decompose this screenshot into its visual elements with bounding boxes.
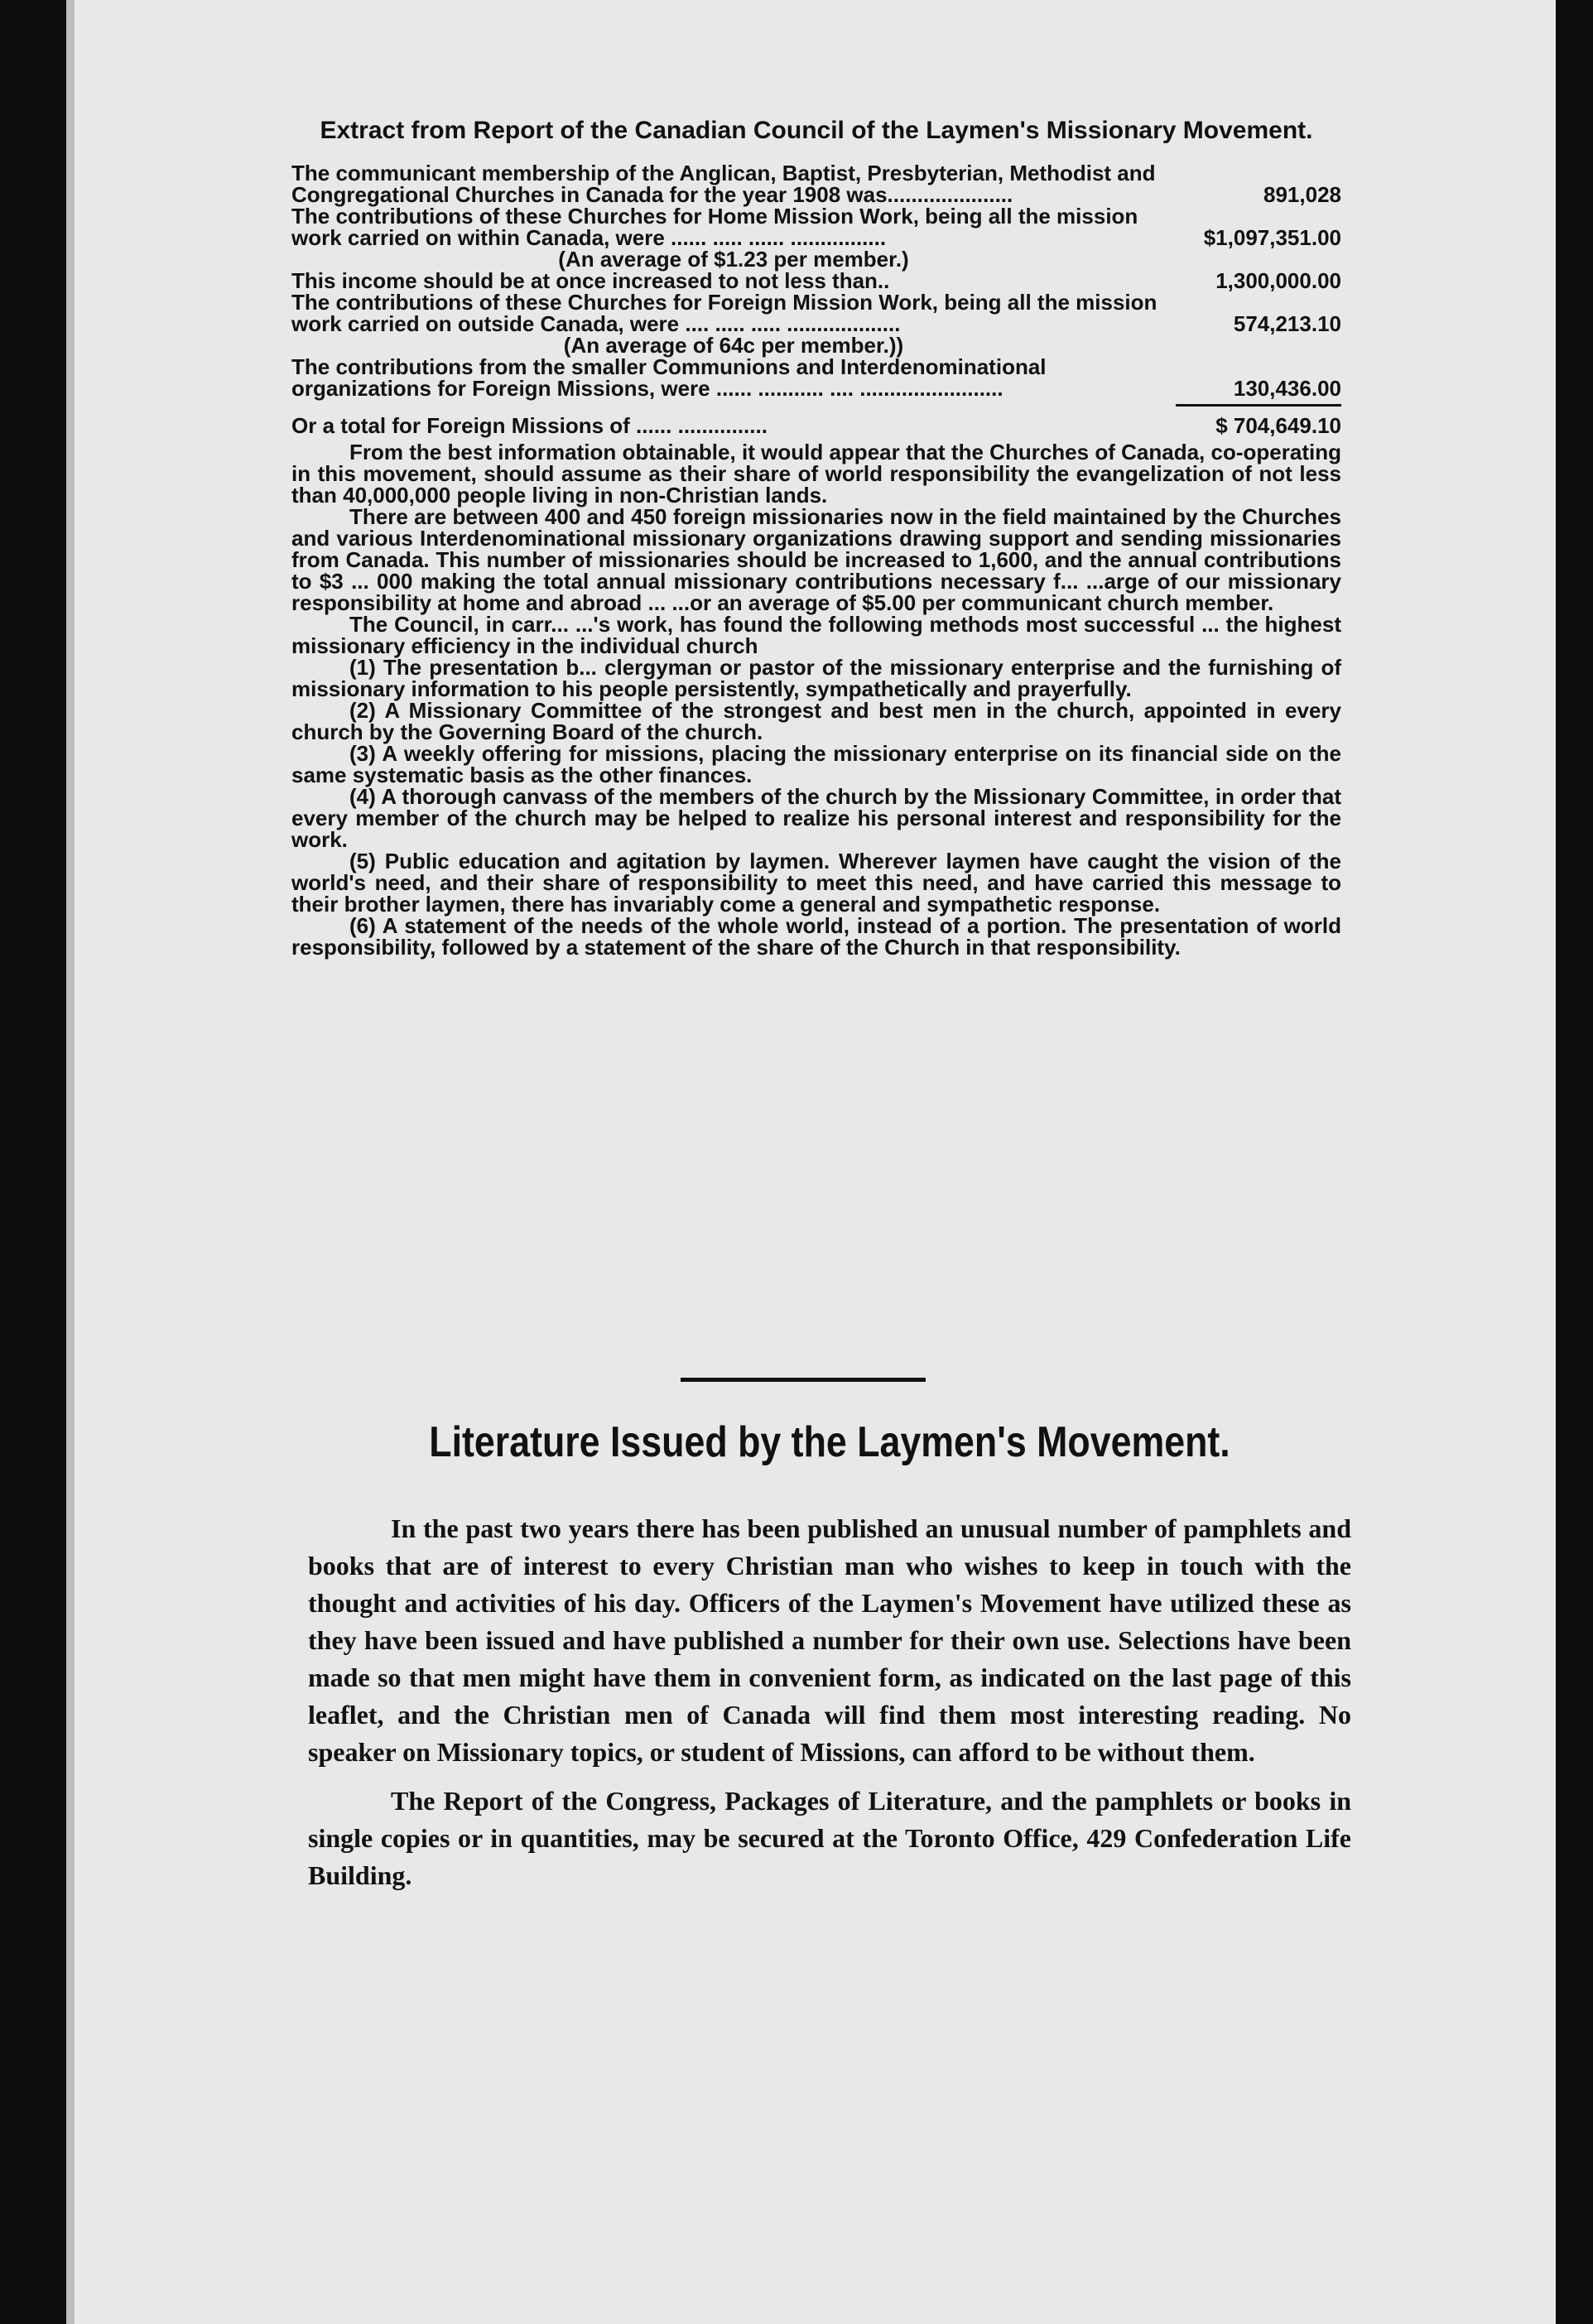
stat-row — [291, 270, 1341, 291]
stat-text: The contributions of these Churches for Home Mission Work, being all the mission work carried on within Canada, were ...... ..... ...... ................ — [291, 204, 1138, 250]
stat-row — [291, 205, 1341, 248]
stat-amount: 130,436.00 — [1233, 376, 1341, 401]
method-item: (3) A weekly offering for missions, placing the missionary enterprise on its financial side on the same systematic basis as the other finances. — [291, 741, 1341, 787]
average-note: (An average of 64c per member.)) — [563, 333, 904, 358]
method-item: (5) Public education and agitation by laymen. Wherever laymen have caught the vision of the world's need, and their share of responsibility to meet this need, and have carried this message to their brother laymen, there has invariably come a general and sympathetic response. — [291, 849, 1341, 917]
stat-amount: 891,028 — [1263, 182, 1341, 207]
total-row — [291, 415, 1341, 436]
method-item: (1) The presentation b... clergyman or pastor of the missionary enterprise and the furnishing of missionary information to his people persistently, sympathetically and prayerfully. — [291, 655, 1341, 701]
total-text: Or a total for Foreign Missions of ...... ............... — [291, 413, 768, 438]
literature-paragraph: In the past two years there has been published an unusual number of pamphlets and books that are of interest to every Christian man who wishes to keep in touch with the thought and activities of his day. Officers of the Laymen's Movement have utilized these as they have been issued and have published a number for their own use. Selections have been made so that men might have them in convenient form, as indicated on the last page of this leaflet, and the Christian men of Canada will find them most interesting reading. No speaker on Missionary topics, or student of Missions, can afford to be without them. — [308, 1513, 1351, 1767]
stat-amount: $1,097,351.00 — [1203, 225, 1341, 250]
stat-row — [291, 291, 1341, 334]
method-item: (2) A Missionary Committee of the strongest and best men in the church, appointed in every church by the Governing Board of the church. — [291, 698, 1341, 744]
scan-right-border — [1556, 0, 1593, 2324]
scan-page-edge — [66, 0, 75, 2324]
literature-paragraph: The Report of the Congress, Packages of Literature, and the pamphlets or books in single copies or in quantities, may be secured at the Toronto Office, 429 Confederation Life Building. — [308, 1786, 1351, 1890]
method-item: (4) A thorough canvass of the members of the church by the Missionary Committee, in order that every member of the church may be helped to realize his personal interest and responsibility for the work. — [291, 784, 1341, 852]
extract-paragraph: The Council, in carr... ...'s work, has found the following methods most successful ... the highest missionary efficiency in the individual church — [291, 612, 1341, 658]
stat-text: This income should be at once increased to not less than.. — [291, 268, 890, 293]
total-amount: $ 704,649.10 — [1215, 413, 1341, 438]
sum-rule — [1176, 404, 1341, 407]
extract-paragraph: From the best information obtainable, it would appear that the Churches of Canada, co-operating in this movement, should assume as their share of world responsibility the evangelization of not less than 40,000,000 people living in non-Christian lands. — [291, 440, 1341, 508]
scan-left-border — [0, 0, 66, 2324]
method-item: (6) A statement of the needs of the whole world, instead of a portion. The presentation of world responsibility, followed by a statement of the share of the Church in that responsibility. — [291, 913, 1341, 960]
stat-text: The communicant membership of the Anglican, Baptist, Presbyterian, Methodist and Congregational Churches in Canada for the year 1908 was..................... — [291, 161, 1156, 207]
extract-paragraph: There are between 400 and 450 foreign missionaries now in the field maintained by the Churches and various Interdenominational missionary organizations drawing support and sending missionaries from Canada. This number of missionaries should be increased to 1,600, and the annual contributions to $3 ... 000 making the total annual missionary contributions necessary f... ...arge of our missionary responsibility at home and abroad ... ...or an average of $5.00 per communicant church member. — [291, 504, 1341, 615]
stat-row — [291, 162, 1341, 205]
stat-amount: 1,300,000.00 — [1215, 268, 1341, 293]
extract-title: Extract from Report of the Canadian Council of the Laymen's Missionary Movement. — [320, 117, 1313, 144]
literature-title: Literature Issued by the Laymen's Movement. — [429, 1418, 1230, 1466]
stat-amount: 574,213.10 — [1233, 311, 1341, 336]
stat-row — [291, 356, 1341, 399]
stat-text: The contributions of these Churches for Foreign Mission Work, being all the mission work carried on outside Canada, were .... ..... ..... ................... — [291, 290, 1157, 336]
literature-section — [308, 1416, 1351, 1906]
stat-text: The contributions from the smaller Communions and Interdenominational organizations for Foreign Missions, were ...... ........... .... ........................ — [291, 354, 1047, 401]
section-divider — [681, 1378, 926, 1382]
report-extract — [291, 116, 1341, 958]
average-note: (An average of $1.23 per member.) — [558, 247, 909, 272]
